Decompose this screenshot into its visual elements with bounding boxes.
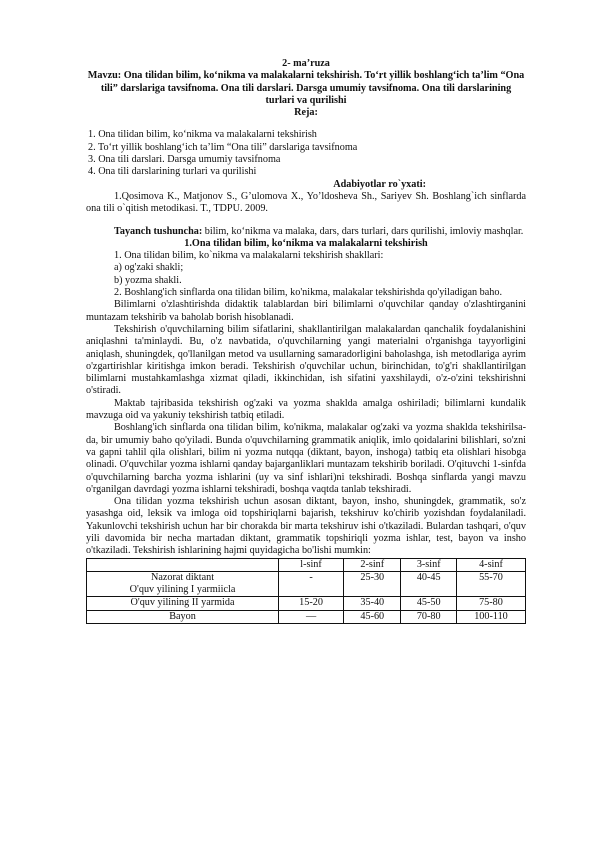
literature-heading: Adabiyotlar ro`yxati: [333, 178, 426, 190]
plan-item: 2. To‘rt yillik boshlang‘ich ta’lim “Ona tili” darslariga tavsifnoma [88, 141, 358, 153]
list-item: b) yozma shakli. [114, 274, 182, 286]
row-label-line: O'quv yilining I yarmiicla [129, 584, 236, 596]
table-row-label: O'quv yilining II yarmida [87, 597, 279, 610]
table-row [87, 610, 526, 623]
plan-item: 4. Ona tili darslarining turlari va qurilishi [88, 166, 257, 178]
table-cell: 70-80 [401, 610, 456, 623]
table-cell: 35-40 [344, 597, 401, 610]
table-cell: 40-45 [401, 571, 456, 597]
paragraph: Maktab tajribasida tekshirish og'zaki va yozma shaklda amalga oshiriladi; bilimlarni kundalik mavzuga oid va yakuniy tekshirish tatbiq etiladi. [86, 397, 526, 422]
plan-item: 3. Ona tili darslari. Darsga umumiy tavsifnoma [88, 154, 281, 166]
table-cell: 100-110 [456, 610, 525, 623]
table-cell: 25-30 [344, 571, 401, 597]
paragraph: 1. Ona tilidan bilim, ko`nikma va malakalarni tekshirish shakllari: [114, 250, 384, 262]
table-header-cell: l-sinf [279, 558, 344, 571]
keywords-paragraph [86, 226, 526, 238]
table-cell: 15-20 [279, 597, 344, 610]
section-heading: 1.Ona tilidan bilim, ko‘nikma va malakalarni tekshirish [184, 237, 428, 249]
table-row [87, 571, 526, 597]
document-page [86, 58, 526, 624]
keywords-text: bilim, ko‘nikma va malaka, dars, dars turlari, dars qurilishi, imloviy mashqlar. [202, 225, 524, 237]
paragraph: Tekshirish o'quvchilarning bilim sifatlarini, shakllantirilgan malakalardan qanchalik foydalanishini aniqlashni ta'minlaydi. Bu, o'z navbatida, o'quvchilarning yangi materialni o'rganishga tayyorligini aniqlash, shuningdek, qo'llanilgan metod va usullarning samaradorligini baholashga, ish metodlariga ayrim o'zgartirishlar kiritishga imkon beradi. Tekshirish o'quvchilar uchun, birinchidan, to'g'ri shakllantirilgan bilimlarni mustahkamlashga xizmat qiladi, ikkinchidan, ish sifatini yaxshilaydi, o'z-o'zini tekshirishni o'stiradi. [86, 323, 526, 397]
paragraph: Ona tilidan yozma tekshirish uchun asosan diktant, bayon, insho, shuningdek, grammatik, so'z yasashga oid, leksik va imloga oid topshiriqlarni bajarish, tekshiruv ko'chirib yozishdan foydalaniladi. Yakunlovchi tekshirish uchun har bir chorakda bir marta tekshiruv ishi o'tkaziladi. Bulardan tashqari, o'quv yili davomida bir necha martadan diktant, grammatik topshiriqli yozma ishlar, test, bayon va insho o'tkaziladi. Tekshirish ishlarining hajmi quyidagicha bo'lishi mumkin: [86, 496, 526, 557]
table-row-label: Bayon [87, 610, 279, 623]
plan-item: 1. Ona tilidan bilim, ko‘nikma va malakalarni tekshirish [88, 129, 317, 141]
list-item: a) og'zaki shakli; [114, 262, 184, 274]
plan-heading: Reja: [294, 107, 318, 119]
table-cell: 45-50 [401, 597, 456, 610]
table-cell: — [279, 610, 344, 623]
lecture-number: 2- ma’ruza [282, 58, 330, 69]
topic-text: Ona tilidan bilim, ko‘nikma va malakalarni tekshirish. To‘rt yillik boshlang‘ich ta’lim “Ona tili” darslariga tavsifnoma. Ona tili darslari. Darsga umumiy tavsifnoma. Ona tili darslarining turlari va qurilishi [100, 70, 525, 106]
table-header-cell: 2-sinf [344, 558, 401, 571]
table-header-cell: 4-sinf [456, 558, 525, 571]
paragraph: Bilimlarni o'zlashtirishda didaktik talablardan biri bilimlarni o'quvchilar qanday o'zlashtirganini muntazam tekshirib va baholab borish hisoblanadi. [86, 299, 526, 323]
table-header-cell [87, 558, 279, 571]
paragraph: Boshlang'ich sinflarda ona tilidan bilim, ko'nikma, malakalar og'zaki va yozma shaklda tekshirilsa-da, bir umumiy baho qo'yiladi. Bunda o'quvchilarning grammatik aniqlik, imlo qoidalarini bilishlari, so'zni va gapni tahlil qila olishlari, bilim ni yozma nutqqa (diktant, bayon, inshoga) tatbiq eta olishlari hisobga olinadi. O'quvchilar yozma ishlarni qanday bajarganliklari muntazam tekshirib boriladi. O'qituvchi 1-sinfda o'quvchilarning barcha yozma ishlarini (uy va sinf ishlari)ni tekshiradi. Boshqa sinflarda yangi mavzu o'rganilgan davrdagi yozma ishlarni tekshiradi, boshqa vaqtda tanlab tekshiradi. [86, 422, 526, 495]
topic-label: Mavzu: [87, 70, 122, 82]
topic-paragraph [86, 70, 526, 107]
table-cell: 45-60 [344, 610, 401, 623]
table-cell: 75-80 [456, 597, 525, 610]
table-row [87, 597, 526, 610]
assessment-table [86, 558, 526, 624]
table-cell: - [279, 571, 344, 597]
literature-item: 1.Qosimova K., Matjonov S., G’ulomova X., Yo’ldosheva Sh., Sariyev Sh. Boshlang`ich sinflarda ona tili o`qitish metodikasi. T., TDPU. 2009. [86, 190, 526, 215]
table-header-cell: 3-sinf [401, 558, 456, 571]
paragraph: 2. Boshlang'ich sinflarda ona tilidan bilim, ko'nikma, malakalar tekshirishda qo'yiladigan baho. [114, 287, 503, 299]
table-cell: 55-70 [456, 571, 525, 597]
table-header-row [87, 558, 526, 571]
table-row-label [87, 571, 279, 597]
row-label-line: Nazorat diktant [150, 571, 215, 583]
keywords-label: Tayanch tushuncha: [114, 225, 203, 237]
